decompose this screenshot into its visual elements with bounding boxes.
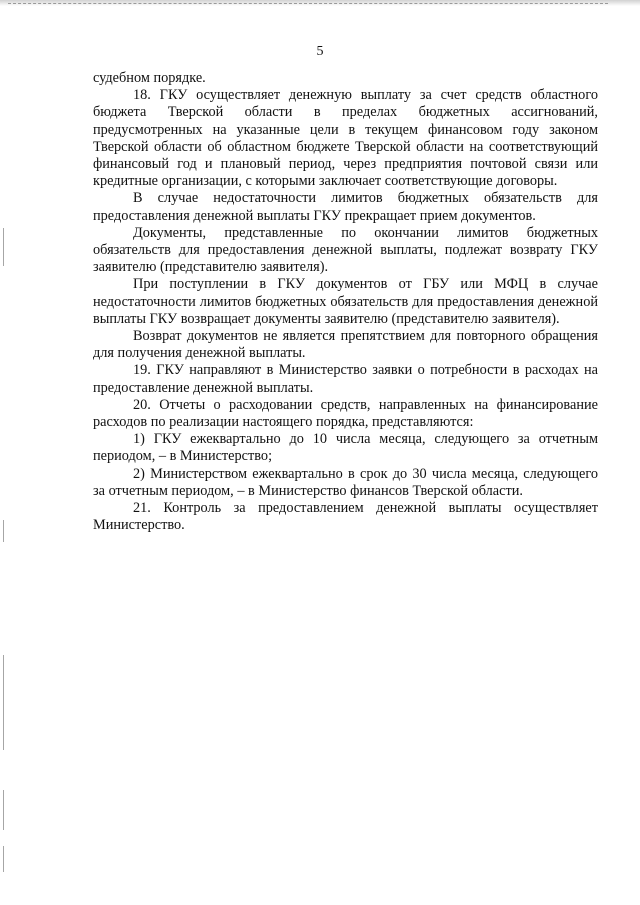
paragraph-item-21: 21. Контроль за предоставлением денежной выплаты осуществляет Министерство. — [93, 500, 598, 534]
paragraph-item-20-sub-2: 2) Министерством ежеквартально в срок до 30 числа месяца, следующего за отчетным периодом, – в Министерство финансов Тверской области. — [93, 465, 598, 499]
paragraph-documents-return: Документы, представленные по окончании лимитов бюджетных обязательств для предоставления денежной выплаты, подлежат возврату ГКУ заявителю (представителю заявителя). — [93, 224, 598, 276]
paragraph-item-19: 19. ГКУ направляют в Министерство заявки о потребности в расходах на предоставление денежной выплаты. — [93, 362, 598, 396]
paragraph-continuation: судебном порядке. — [93, 70, 206, 86]
page-number: 5 — [316, 44, 324, 59]
paragraph-item-20: 20. Отчеты о расходовании средств, направленных на финансирование расходов по реализации настоящего порядка, представляются: — [93, 396, 598, 431]
paragraph-item-18: 18. ГКУ осуществляет денежную выплату за счет средств областного бюджета Тверской области в пределах бюджетных ассигнований, предусмотренных на указанные цели в текущем финансовом году законом Тверской области об областном бюджете Тверской области на соответствующий финансовый год и плановый период, через предприятия почтовой связи или кредитные организации, с которыми заключает соответствующие договоры. — [93, 87, 598, 190]
scan-top-edge-marks — [8, 3, 608, 5]
paragraph-return-not-obstacle: Возврат документов не является препятствием для повторного обращения для получения денежной выплаты. — [93, 328, 598, 362]
document-body — [93, 70, 598, 534]
scan-left-edge-marks — [3, 0, 6, 905]
paragraph-item-20-sub-1: 1) ГКУ ежеквартально до 10 числа месяца, следующего за отчетным периодом, – в Министерство; — [93, 431, 598, 465]
paragraph-limits-insufficient: В случае недостаточности лимитов бюджетных обязательств для предоставления денежной выплаты ГКУ прекращает прием документов. — [93, 190, 598, 224]
paragraph-gbu-mfc-receipt: При поступлении в ГКУ документов от ГБУ или МФЦ в случае недостаточности лимитов бюджетных обязательств для предоставления денежной выплаты ГКУ возвращает документы заявителю (представителю заявителя). — [93, 276, 598, 327]
